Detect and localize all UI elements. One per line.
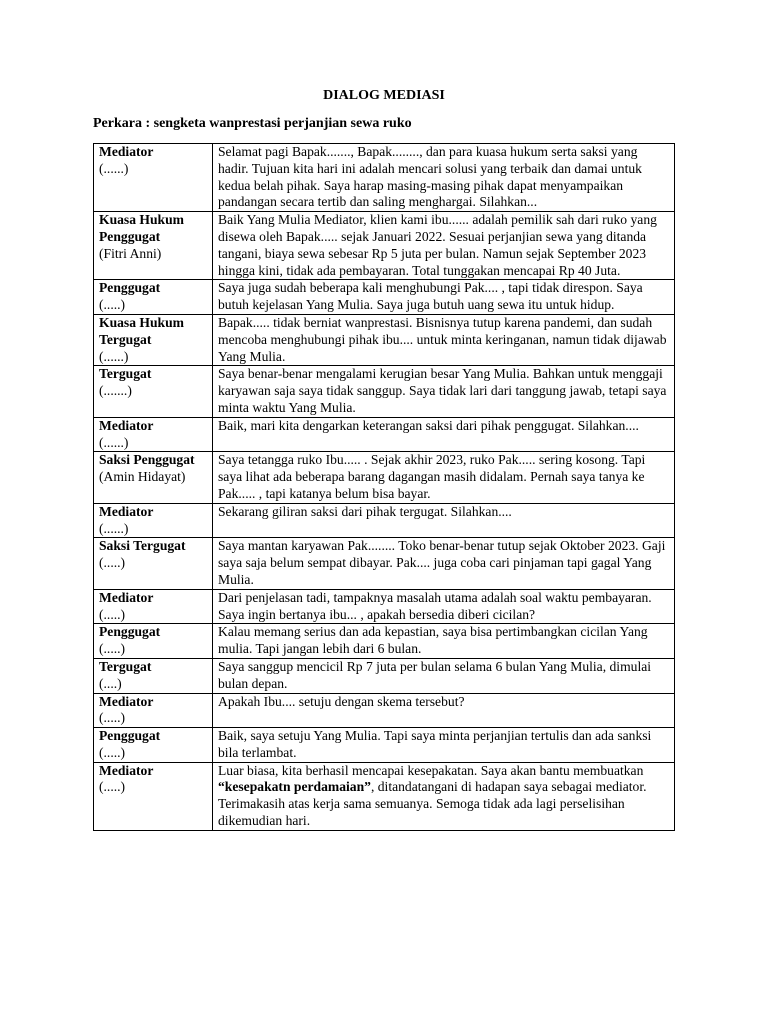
document-title: DIALOG MEDIASI (323, 88, 445, 103)
speaker-role: Tergugat (99, 658, 152, 674)
speaker-name: (Amin Hidayat) (99, 469, 186, 485)
table-row (94, 417, 675, 452)
table-row (94, 728, 675, 763)
speaker-role: Mediator (99, 589, 154, 605)
speaker-role: Saksi Penggugat (99, 452, 195, 468)
table-row (94, 589, 675, 624)
speaker-role: Kuasa Hukum Penggugat (99, 212, 184, 244)
speaker-cell (94, 144, 213, 212)
speaker-cell (94, 212, 213, 280)
table-row (94, 503, 675, 538)
speaker-name: (.....) (99, 710, 126, 726)
speaker-cell (94, 693, 213, 728)
speaker-cell (94, 280, 213, 315)
dialog-table (93, 143, 675, 831)
speaker-role: Penggugat (99, 624, 161, 640)
speaker-cell (94, 452, 213, 503)
speaker-name: (.....) (99, 606, 126, 622)
speaker-name: (......) (99, 434, 129, 450)
speaker-role: Saksi Tergugat (99, 538, 186, 554)
dialog-text: Dari penjelasan tadi, tampaknya masalah utama adalah soal waktu pembayaran. Saya ingin bertanya ibu... , apakah bersedia diberi cicilan? (213, 589, 675, 624)
table-row (94, 212, 675, 280)
closing-paragraph (218, 763, 669, 797)
table-row (94, 658, 675, 693)
closing-text-part-a: Luar biasa, kita berhasil mencapai kesepakatan. Saya akan bantu membuatkan (218, 762, 644, 778)
speaker-role: Mediator (99, 144, 154, 159)
speaker-cell (94, 314, 213, 365)
speaker-name: (.......) (99, 383, 132, 399)
table-row (94, 538, 675, 589)
dialog-text: Bapak..... tidak berniat wanprestasi. Bisnisnya tutup karena pandemi, dan sudah mencoba menghubungi pihak ibu.... untuk minta keringanan, namun tidak dijawab Yang Mulia. (213, 314, 675, 365)
speaker-name: (.....) (99, 641, 126, 657)
speaker-cell (94, 762, 213, 830)
speaker-cell (94, 728, 213, 763)
table-row-final (94, 762, 675, 830)
dialog-text: Kalau memang serius dan ada kepastian, saya bisa pertimbangkan cicilan Yang mulia. Tapi jangan lebih dari 6 bulan. (213, 624, 675, 659)
case-heading: Perkara : sengketa wanprestasi perjanjian sewa ruko (93, 116, 412, 131)
table-row (94, 693, 675, 728)
speaker-name: (.....) (99, 555, 126, 571)
closing-thanks: Terimakasih atas kerja sama semuanya. Semoga tidak ada lagi perselisihan dikemudian hari. (218, 796, 625, 829)
dialog-text (213, 762, 675, 830)
speaker-name: (....) (99, 675, 122, 691)
speaker-cell (94, 624, 213, 659)
table-row (94, 452, 675, 503)
speaker-name: (.....) (99, 779, 126, 795)
dialog-text: Saya tetangga ruko Ibu..... . Sejak akhir 2023, ruko Pak..... sering kosong. Tapi saya lihat ada beberapa barang dagangan masih didalam. Pernah saya tanya ke Pak..... , tapi katanya belum bisa bayar. (213, 452, 675, 503)
dialog-text: Saya benar-benar mengalami kerugian besar Yang Mulia. Bahkan untuk menggaji karyawan saja saya tidak sanggup. Saya tidak lari dari tanggung jawab, tetapi saya minta waktu Yang Mulia. (213, 366, 675, 417)
speaker-cell (94, 538, 213, 589)
closing-text-part-b: , ditandatangani di hadapan saya sebagai mediator. (370, 779, 647, 795)
dialog-text: Saya sanggup mencicil Rp 7 juta per bulan selama 6 bulan Yang Mulia, dimulai bulan depan. (213, 658, 675, 693)
table-row (94, 280, 675, 315)
dialog-text: Baik, saya setuju Yang Mulia. Tapi saya minta perjanjian tertulis dan ada sanksi bila terlambat. (213, 728, 675, 763)
speaker-cell (94, 417, 213, 452)
speaker-name: (......) (99, 520, 129, 536)
table-row (94, 366, 675, 417)
speaker-cell (94, 366, 213, 417)
speaker-role: Mediator (99, 693, 154, 709)
speaker-role: Mediator (99, 417, 154, 433)
dialog-table-body (94, 144, 675, 831)
speaker-name: (......) (99, 160, 129, 176)
dialog-text: Apakah Ibu.... setuju dengan skema tersebut? (213, 693, 675, 728)
speaker-role: Mediator (99, 762, 154, 778)
speaker-role: Mediator (99, 503, 154, 519)
speaker-name: (Fitri Anni) (99, 245, 162, 261)
dialog-text: Saya mantan karyawan Pak........ Toko benar-benar tutup sejak Oktober 2023. Gaji saya saja belum sempat dibayar. Pak.... juga coba cari pinjaman tapi gagal Yang Mulia. (213, 538, 675, 589)
speaker-cell (94, 658, 213, 693)
speaker-cell (94, 589, 213, 624)
dialog-text: Baik, mari kita dengarkan keterangan saksi dari pihak penggugat. Silahkan.... (213, 417, 675, 452)
table-row (94, 624, 675, 659)
dialog-text: Selamat pagi Bapak......., Bapak........, dan para kuasa hukum serta saksi yang hadir. Tujuan kita hari ini adalah mencari solusi yang terbaik dan damai untuk kedua belah pihak. Saya harap masing-masing pihak dapat menyampaikan pandangan secara tertib dan saling menghargai. Silahkan... (213, 144, 675, 212)
speaker-role: Tergugat (99, 366, 152, 382)
speaker-role: Kuasa Hukum Tergugat (99, 314, 184, 347)
speaker-role: Penggugat (99, 728, 161, 744)
speaker-name: (.....) (99, 744, 126, 760)
speaker-role: Penggugat (99, 280, 161, 296)
dialog-text: Baik Yang Mulia Mediator, klien kami ibu...... adalah pemilik sah dari ruko yang disewa oleh Bapak..... sejak Januari 2022. Sesuai perjanjian sewa yang ditanda tangani, biaya sewa sebesar Rp 5 juta per bulan. Namun sejak September 2023 hingga kini, tidak ada pembayaran. Total tunggakan mencapai Rp 40 Juta. (213, 212, 675, 280)
dialog-text: Saya juga sudah beberapa kali menghubungi Pak.... , tapi tidak direspon. Saya butuh kejelasan Yang Mulia. Saya juga butuh uang sewa itu untuk hidup. (213, 280, 675, 315)
closing-text-bold: “kesepakatn perdamaian” (218, 779, 371, 795)
speaker-cell (94, 503, 213, 538)
table-row (94, 144, 675, 212)
speaker-name: (.....) (99, 297, 126, 313)
dialog-text: Sekarang giliran saksi dari pihak tergugat. Silahkan.... (213, 503, 675, 538)
table-row (94, 314, 675, 365)
speaker-name: (......) (99, 348, 129, 364)
